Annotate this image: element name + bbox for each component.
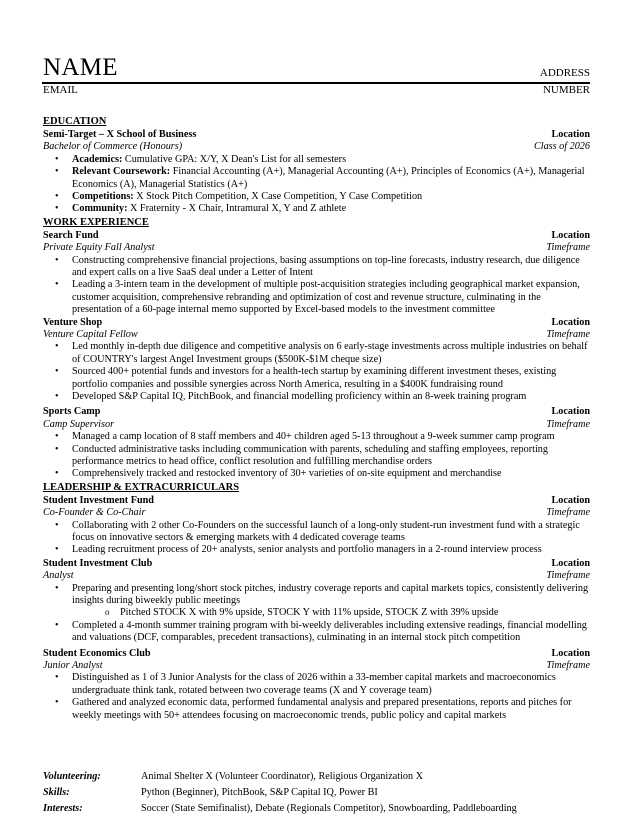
activity-location: Location bbox=[551, 557, 590, 569]
bullet-label: Competitions: bbox=[72, 191, 134, 202]
phone-number: NUMBER bbox=[542, 84, 590, 96]
list-item bbox=[43, 154, 590, 166]
activity-org: Student Economics Club bbox=[43, 647, 151, 659]
bullet-text: X Fraternity - X Chair, Intramural X, Y and Z athlete bbox=[127, 203, 347, 215]
job-time: Timeframe bbox=[546, 242, 590, 254]
degree-row bbox=[43, 141, 590, 153]
extra-text: Animal Shelter X (Volunteer Coordinator), Religious Organization X bbox=[141, 771, 423, 782]
list-item bbox=[43, 203, 590, 215]
activity-role-row bbox=[43, 570, 590, 582]
job-header-row bbox=[43, 230, 590, 242]
bullet-text: X Stock Pitch Competition, X Case Competition, Y Case Competition bbox=[133, 191, 423, 202]
activity-org: Student Investment Club bbox=[43, 557, 153, 569]
resume-body bbox=[43, 116, 590, 722]
extra-label: Volunteering: bbox=[43, 771, 101, 782]
list-item: • Collaborating with 2 other Co-Founders on the successful launch of a long-only student-run investment fund with a strategic focus on innovative sectors & emerging markets with 4 dedicated coverage teams bbox=[43, 520, 590, 545]
job-role: Camp Supervisor bbox=[43, 418, 115, 430]
job-time: Timeframe bbox=[546, 418, 590, 430]
activity-bullets bbox=[43, 583, 590, 645]
activity-time: Timeframe bbox=[546, 570, 590, 582]
list-item bbox=[43, 166, 590, 191]
list-item: • Developed S&P Capital IQ, PitchBook, and financial modelling proficiency within an 8-week training program bbox=[43, 391, 590, 403]
activity-bullets bbox=[43, 520, 590, 557]
degree: Bachelor of Commerce (Honours) bbox=[43, 141, 183, 153]
list-item: • Distinguished as 1 of 3 Junior Analysts for the class of 2026 within a 33-member capital markets and macroeconomics undergraduate think tank, rotated between two coverage teams (X and Y coverage team) bbox=[43, 672, 590, 697]
bullet-label: Relevant Coursework: bbox=[72, 166, 171, 178]
job-location: Location bbox=[551, 316, 590, 328]
activity-role: Junior Analyst bbox=[43, 660, 103, 672]
header-divider bbox=[42, 82, 590, 84]
list-item: • Constructing comprehensive financial projections, basing assumptions on top-line forecasts, industry research, due diligence and expert calls on a live SaaS deal under a Letter of Intent bbox=[43, 255, 590, 280]
job-bullets bbox=[43, 431, 590, 481]
job-org: Search Fund bbox=[43, 229, 99, 241]
list-item: • Comprehensively tracked and restocked inventory of 30+ varieties of on-site equipment and merchandise bbox=[43, 468, 590, 480]
sub-bullets bbox=[72, 607, 590, 619]
job-org: Sports Camp bbox=[43, 406, 101, 418]
activity-org: Student Investment Fund bbox=[43, 494, 154, 506]
extra-text: Soccer (State Semifinalist), Debate (Regionals Competitor), Snowboarding, Paddleboarding bbox=[141, 803, 517, 814]
job-role-row bbox=[43, 329, 590, 341]
education-heading: EDUCATION bbox=[43, 116, 107, 127]
education-header-row bbox=[43, 129, 590, 141]
list-item: • Conducted administrative tasks including communication with parents, scheduling and staffing employees, reporting performance metrics to head office, conflict resolution and fulfilling merchandise orders bbox=[43, 444, 590, 469]
list-item: • Completed a 4-month summer training program with bi-weekly deliverables including extensive readings, financial modelling and valuations (DCF, comparables, precedent transactions), culminating in an internal stock pitch competition bbox=[43, 620, 590, 645]
job-location: Location bbox=[551, 229, 590, 241]
work-heading: WORK EXPERIENCE bbox=[43, 216, 149, 228]
bullet-text: Financial Accounting (A+), Managerial Accounting (A+), Principles of Economics (A+), Managerial Economics (A), Managerial Statistics (A+) bbox=[72, 166, 585, 190]
additional-info bbox=[43, 771, 590, 819]
bullet-label: Community: bbox=[72, 203, 128, 215]
bullet-text: Cumulative GPA: X/Y, X Dean's List for all semesters bbox=[122, 153, 347, 165]
list-item bbox=[43, 191, 590, 203]
activity-role-row bbox=[43, 660, 590, 672]
sub-list-item: o Pitched STOCK X with 9% upside, STOCK Y with 11% upside, STOCK Z with 39% upside bbox=[43, 607, 590, 619]
list-item: • Leading recruitment process of 20+ analysts, senior analysts and portfolio managers in a 2-round interview process bbox=[43, 544, 590, 556]
activity-header-row bbox=[43, 648, 590, 660]
school-location: Location bbox=[551, 129, 590, 140]
bullet-text: Preparing and presenting long/short stock pitches, industry coverage reports and capital markets topics, consistently delivering insights during biweekly public meetings bbox=[72, 582, 589, 607]
job-header-row bbox=[43, 317, 590, 329]
activity-header-row bbox=[43, 495, 590, 507]
activity-header-row bbox=[43, 558, 590, 570]
job-time: Timeframe bbox=[546, 329, 590, 341]
activity-role: Co-Founder & Co-Chair bbox=[43, 507, 146, 519]
address: ADDRESS bbox=[539, 67, 590, 79]
job-role: Venture Capital Fellow bbox=[43, 329, 138, 341]
extra-row-skills bbox=[43, 787, 590, 803]
job-role-row bbox=[43, 419, 590, 431]
class-of: Class of 2026 bbox=[533, 141, 590, 153]
extra-row-volunteering bbox=[43, 771, 590, 787]
activity-location: Location bbox=[551, 647, 590, 659]
job-header-row bbox=[43, 406, 590, 418]
list-item: • Managed a camp location of 8 staff members and 40+ children aged 5-13 throughout a 9-week summer camp program bbox=[43, 431, 590, 443]
extra-text: Python (Beginner), PitchBook, S&P Capital IQ, Power BI bbox=[141, 787, 378, 798]
activity-bullets bbox=[43, 672, 590, 722]
extra-label: Skills: bbox=[43, 787, 70, 798]
education-bullets bbox=[43, 154, 590, 216]
extra-row-interests bbox=[43, 803, 590, 819]
list-item bbox=[43, 583, 590, 620]
bullet-label: Academics: bbox=[72, 153, 123, 165]
job-bullets bbox=[43, 255, 590, 317]
extra-label: Interests: bbox=[43, 803, 83, 814]
list-item: • Sourced 400+ potential funds and investors for a health-tech startup by examining different investment theses, existing portfolio companies and possible synergies across North America, resulting in a $400K fundraising round bbox=[43, 366, 590, 391]
list-item: • Gathered and analyzed economic data, performed fundamental analysis and prepared presentations, reports and pitches for weekly meetings with 50+ attendees focusing on macroeconomic trends, public policy and capital markets bbox=[43, 697, 590, 722]
activity-time: Timeframe bbox=[546, 660, 590, 672]
activity-location: Location bbox=[551, 494, 590, 506]
leadership-heading: LEADERSHIP & EXTRACURRICULARS bbox=[43, 481, 240, 493]
activity-role: Analyst bbox=[43, 570, 74, 582]
job-bullets bbox=[43, 341, 590, 403]
list-item: • Led monthly in-depth due diligence and competitive analysis on 6 early-stage investments across multiple industries on behalf of COUNTRY's largest Angel Investment groups ($500K-$1M cheque size) bbox=[43, 341, 590, 366]
activity-time: Timeframe bbox=[546, 507, 590, 519]
job-role-row bbox=[43, 242, 590, 254]
job-role: Private Equity Fall Analyst bbox=[43, 242, 155, 254]
activity-role-row bbox=[43, 507, 590, 519]
candidate-name: NAME bbox=[43, 54, 118, 81]
job-location: Location bbox=[551, 406, 590, 418]
school-name: Semi-Target – X School of Business bbox=[43, 129, 197, 140]
list-item: • Leading a 3-intern team in the development of multiple post-acquisition strategies including geographical market expansion, customer acquisition, comprehensive rebranding and optimization of cost and revenue structure, culminating in the presentation of a 60-page internal memo supported by Excel-based models to the investment committee bbox=[43, 279, 590, 316]
job-org: Venture Shop bbox=[43, 316, 103, 328]
email: EMAIL bbox=[43, 84, 78, 96]
